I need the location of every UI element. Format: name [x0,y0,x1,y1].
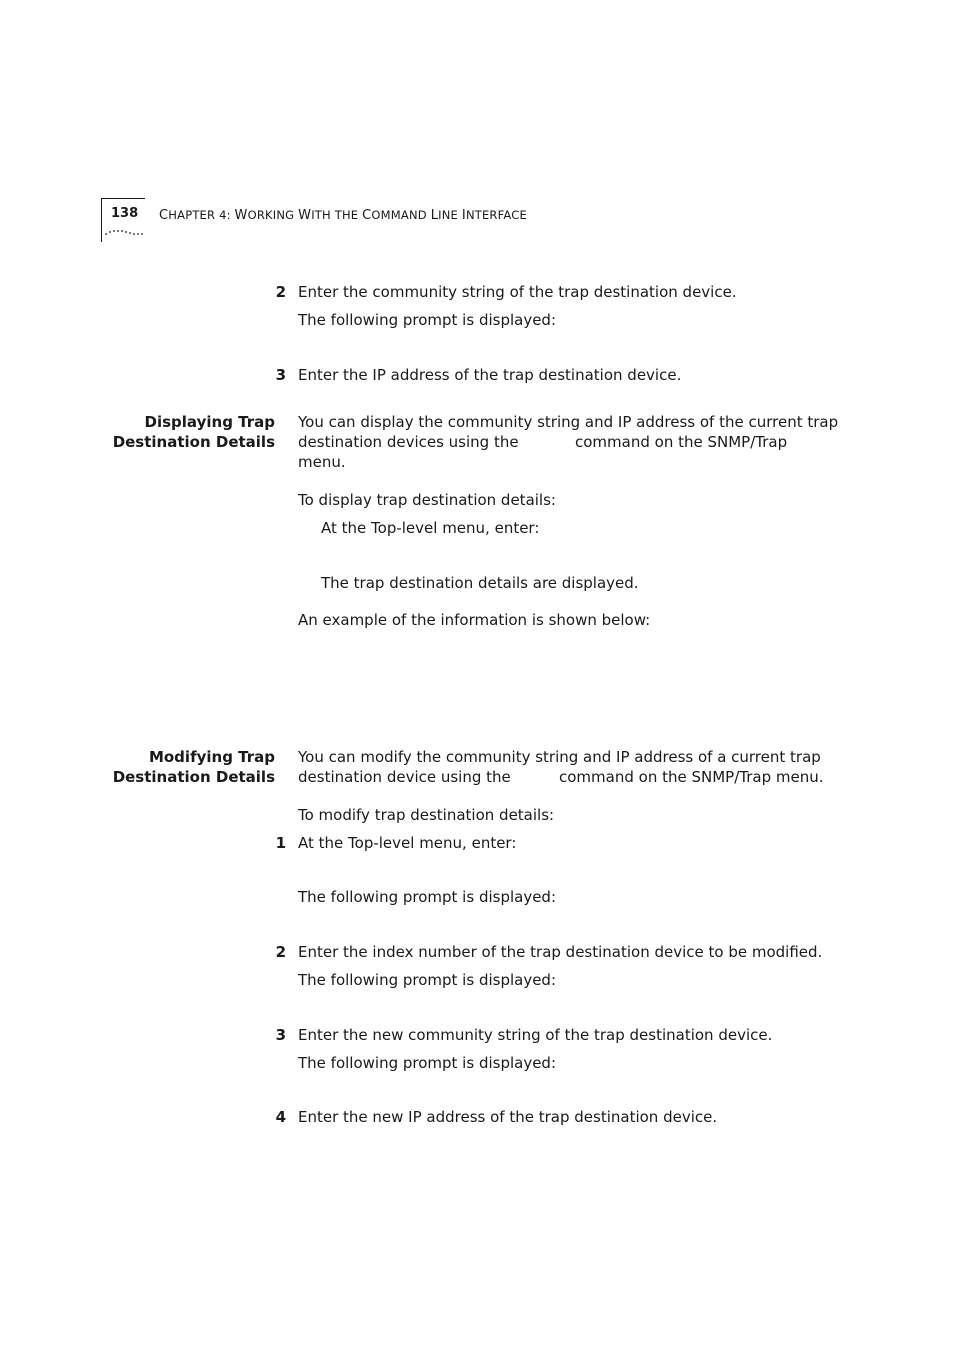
procedure-intro: To display trap destination details: [298,491,556,509]
paragraph-line: command on the SNMP/Trap menu. [559,768,824,786]
section-heading-display-line1: Displaying Trap [144,413,275,431]
header-dots-icon [104,225,148,237]
procedure-intro: To modify trap destination details: [298,806,555,824]
step-text: At the Top-level menu, enter: [321,519,540,537]
step-text: Enter the IP address of the trap destination device. [298,366,682,384]
step-number: 1 [275,834,286,852]
chapter-title: CHAPTER 4: WORKING WITH THE COMMAND LINE INTERFACE [159,208,527,223]
paragraph-line: You can display the community string and IP address of the current trap [298,413,839,431]
step-text: Enter the index number of the trap destination device to be modified. [298,943,823,961]
paragraph-line: destination device using the [298,768,511,786]
step-number: 3 [275,1026,286,1044]
prompt-note: The following prompt is displayed: [298,971,557,989]
header-corner-rule-horizontal [101,198,145,199]
step-text: Enter the new community string of the trap destination device. [298,1026,773,1044]
paragraph-line: command on the SNMP/Trap [575,433,788,451]
header-corner-rule-vertical [101,198,102,242]
step-text: Enter the community string of the trap destination device. [298,283,737,301]
step-number: 2 [275,283,286,301]
result-note: The trap destination details are displayed. [321,574,639,592]
prompt-note: The following prompt is displayed: [298,888,557,906]
paragraph-line: You can modify the community string and IP address of a current trap [298,748,821,766]
page-number: 138 [111,206,139,221]
paragraph-line: destination devices using the [298,433,519,451]
step-text: Enter the new IP address of the trap destination device. [298,1108,718,1126]
section-heading-modify-line2: Destination Details [112,768,275,786]
section-heading-modify-line1: Modifying Trap [148,748,275,766]
section-heading-display-line2: Destination Details [112,433,275,451]
step-number: 3 [275,366,286,384]
step-text: At the Top-level menu, enter: [298,834,517,852]
prompt-note: The following prompt is displayed: [298,1054,557,1072]
example-note: An example of the information is shown below: [298,611,651,629]
step-number: 2 [275,943,286,961]
prompt-note: The following prompt is displayed: [298,311,557,329]
step-number: 4 [275,1108,286,1126]
paragraph-line: menu. [298,453,346,471]
